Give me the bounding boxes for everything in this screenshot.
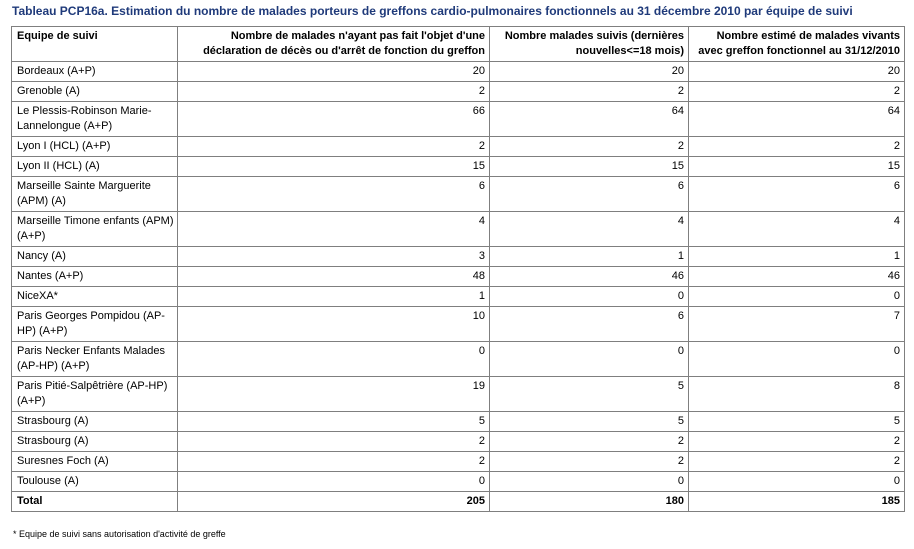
team-cell: Nantes (A+P)	[12, 267, 178, 287]
table-row	[12, 287, 905, 307]
header-row	[12, 27, 905, 62]
not-declared-cell: 19	[178, 377, 490, 412]
team-cell: Le Plessis-Robinson Marie-Lannelongue (A+P)	[12, 102, 178, 137]
table-row	[12, 62, 905, 82]
followed-cell: 0	[490, 342, 689, 377]
header-estimated-alive: Nombre estimé de malades vivants avec greffon fonctionnel au 31/12/2010	[689, 27, 905, 62]
followed-cell: 64	[490, 102, 689, 137]
estimated-alive-cell: 2	[689, 432, 905, 452]
team-cell: NiceXA*	[12, 287, 178, 307]
estimated-alive-cell: 0	[689, 342, 905, 377]
table-row	[12, 247, 905, 267]
not-declared-cell: 2	[178, 452, 490, 472]
followed-cell: 5	[490, 412, 689, 432]
table-row	[12, 137, 905, 157]
table-row	[12, 377, 905, 412]
total-followed: 180	[490, 492, 689, 512]
team-cell: Grenoble (A)	[12, 82, 178, 102]
not-declared-cell: 20	[178, 62, 490, 82]
table-row	[12, 342, 905, 377]
not-declared-cell: 66	[178, 102, 490, 137]
table-row	[12, 177, 905, 212]
total-estimated-alive: 185	[689, 492, 905, 512]
estimated-alive-cell: 0	[689, 287, 905, 307]
estimated-alive-cell: 6	[689, 177, 905, 212]
estimated-alive-cell: 7	[689, 307, 905, 342]
table-row	[12, 267, 905, 287]
team-cell: Bordeaux (A+P)	[12, 62, 178, 82]
team-cell: Lyon II (HCL) (A)	[12, 157, 178, 177]
not-declared-cell: 2	[178, 432, 490, 452]
team-cell: Strasbourg (A)	[12, 432, 178, 452]
team-cell: Marseille Timone enfants (APM) (A+P)	[12, 212, 178, 247]
table-row	[12, 432, 905, 452]
followed-cell: 4	[490, 212, 689, 247]
team-cell: Paris Necker Enfants Malades (AP-HP) (A+P)	[12, 342, 178, 377]
table-row	[12, 102, 905, 137]
table-row	[12, 472, 905, 492]
estimated-alive-cell: 64	[689, 102, 905, 137]
followed-cell: 6	[490, 177, 689, 212]
not-declared-cell: 1	[178, 287, 490, 307]
estimated-alive-cell: 5	[689, 412, 905, 432]
not-declared-cell: 5	[178, 412, 490, 432]
estimated-alive-cell: 2	[689, 82, 905, 102]
total-label: Total	[12, 492, 178, 512]
header-followed: Nombre malades suivis (dernières nouvelles<=18 mois)	[490, 27, 689, 62]
team-cell: Toulouse (A)	[12, 472, 178, 492]
followed-cell: 2	[490, 82, 689, 102]
total-row	[12, 492, 905, 512]
table-row	[12, 307, 905, 342]
followed-cell: 5	[490, 377, 689, 412]
header-team: Equipe de suivi	[12, 27, 178, 62]
followed-cell: 2	[490, 452, 689, 472]
table-row	[12, 212, 905, 247]
team-cell: Suresnes Foch (A)	[12, 452, 178, 472]
followed-cell: 0	[490, 287, 689, 307]
not-declared-cell: 48	[178, 267, 490, 287]
followed-cell: 46	[490, 267, 689, 287]
followed-cell: 2	[490, 137, 689, 157]
table-row	[12, 157, 905, 177]
not-declared-cell: 4	[178, 212, 490, 247]
not-declared-cell: 2	[178, 82, 490, 102]
not-declared-cell: 3	[178, 247, 490, 267]
estimated-alive-cell: 0	[689, 472, 905, 492]
not-declared-cell: 6	[178, 177, 490, 212]
team-cell: Marseille Sainte Marguerite (APM) (A)	[12, 177, 178, 212]
team-cell: Nancy (A)	[12, 247, 178, 267]
team-cell: Paris Pitié-Salpêtrière (AP-HP) (A+P)	[12, 377, 178, 412]
followed-cell: 0	[490, 472, 689, 492]
estimated-alive-cell: 46	[689, 267, 905, 287]
not-declared-cell: 0	[178, 472, 490, 492]
not-declared-cell: 10	[178, 307, 490, 342]
not-declared-cell: 15	[178, 157, 490, 177]
team-cell: Strasbourg (A)	[12, 412, 178, 432]
header-not-declared: Nombre de malades n'ayant pas fait l'objet d'une déclaration de décès ou d'arrêt de fonction du greffon	[178, 27, 490, 62]
footnote: * Equipe de suivi sans autorisation d'activité de greffe	[13, 529, 226, 539]
transplant-table	[11, 26, 905, 512]
team-cell: Lyon I (HCL) (A+P)	[12, 137, 178, 157]
total-not-declared: 205	[178, 492, 490, 512]
estimated-alive-cell: 8	[689, 377, 905, 412]
followed-cell: 1	[490, 247, 689, 267]
team-cell: Paris Georges Pompidou (AP-HP) (A+P)	[12, 307, 178, 342]
not-declared-cell: 2	[178, 137, 490, 157]
estimated-alive-cell: 2	[689, 137, 905, 157]
estimated-alive-cell: 4	[689, 212, 905, 247]
estimated-alive-cell: 2	[689, 452, 905, 472]
not-declared-cell: 0	[178, 342, 490, 377]
estimated-alive-cell: 15	[689, 157, 905, 177]
followed-cell: 6	[490, 307, 689, 342]
table-title: Tableau PCP16a. Estimation du nombre de malades porteurs de greffons cardio-pulmonaires fonctionnels au 31 décembre 2010 par équipe de suivi	[12, 4, 853, 18]
table-row	[12, 412, 905, 432]
followed-cell: 20	[490, 62, 689, 82]
estimated-alive-cell: 1	[689, 247, 905, 267]
followed-cell: 15	[490, 157, 689, 177]
table-row	[12, 452, 905, 472]
table-row	[12, 82, 905, 102]
estimated-alive-cell: 20	[689, 62, 905, 82]
followed-cell: 2	[490, 432, 689, 452]
